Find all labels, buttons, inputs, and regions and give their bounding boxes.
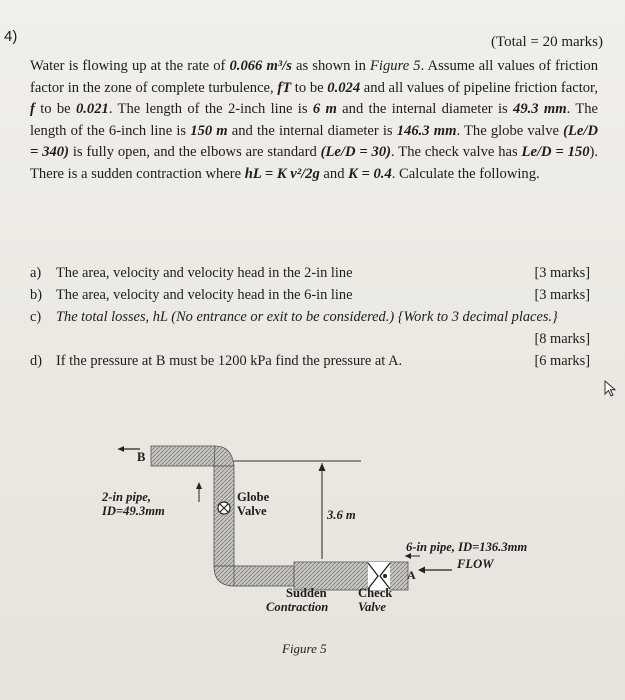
part-text: The area, velocity and velocity head in the 2-in line	[56, 265, 353, 281]
figure-caption: Figure 5	[282, 641, 327, 656]
paragraph-run: 49.3 mm	[513, 101, 567, 118]
label-height: 3.6 m	[327, 508, 356, 522]
label-contraction: Contraction	[266, 600, 329, 614]
part-label: b)	[30, 287, 42, 303]
question-paragraph	[30, 56, 598, 186]
upper-pipe-2in	[151, 446, 215, 466]
total-marks: (Total = 20 marks)	[491, 34, 603, 50]
label-sudden: Sudden	[286, 586, 327, 600]
paragraph-run: Figure 5	[370, 58, 421, 74]
paragraph-run: . The length of the 2-inch line is	[108, 101, 313, 118]
paragraph-run: . The check valve has	[391, 144, 522, 161]
part-b	[30, 284, 590, 306]
label-2in-pipe: 2-in pipe,	[102, 490, 151, 504]
upper-elbow	[214, 446, 234, 466]
label-flow: FLOW	[457, 557, 494, 571]
vertical-riser	[214, 466, 234, 566]
paragraph-run: 6 m	[312, 101, 337, 118]
paragraph-run: is fully open, and the elbows are standard	[68, 144, 321, 161]
paragraph-run: . The globe valve	[456, 122, 564, 139]
question-parts	[30, 262, 590, 372]
label-6in-pipe: 6-in pipe, ID=136.3mm	[406, 540, 528, 554]
paragraph-run: Le/D = 150	[521, 144, 590, 161]
part-label: c)	[30, 309, 42, 325]
part-label: a)	[30, 265, 42, 281]
part-marks: [8 marks]	[534, 331, 590, 347]
part-marks: [3 marks]	[534, 287, 590, 303]
paragraph-run: 150 m	[190, 122, 228, 139]
figure-5-diagram	[0, 430, 625, 660]
label-check-valve: Valve	[358, 600, 386, 614]
paragraph-run: f	[30, 101, 35, 118]
paragraph-run: to be	[291, 79, 328, 96]
paragraph-run: 146.3 mm	[396, 122, 457, 139]
part-text: If the pressure at B must be 1200 kPa find the pressure at A.	[56, 353, 403, 369]
paragraph-run: ). There is a sudden contraction where	[30, 144, 599, 182]
part-marks: [3 marks]	[534, 265, 590, 281]
part-d	[30, 350, 590, 372]
paragraph-run: Water is flowing up at the rate of	[30, 58, 230, 74]
paragraph-run: (Le/D = 30)	[320, 144, 392, 161]
paragraph-run: as shown in	[291, 58, 370, 74]
label-2in-diameter: ID=49.3mm	[102, 504, 165, 518]
paragraph-run: 0.021	[75, 101, 109, 118]
paragraph-run: . Assume all values of friction factor in the zone of complete turbulence,	[30, 58, 599, 96]
paragraph-run: and the internal diameter is	[227, 122, 397, 139]
label-b: B	[137, 450, 146, 464]
paragraph-run: 0.066 m³/s	[229, 58, 292, 74]
label-globe: Globe	[237, 490, 270, 504]
paragraph-run: 0.024	[327, 79, 361, 96]
part-a	[30, 262, 590, 284]
paragraph-run: and	[319, 165, 349, 182]
paragraph-run: fT	[277, 79, 292, 96]
paragraph-run: K = 0.4	[348, 165, 392, 182]
part-label: d)	[30, 353, 42, 369]
paragraph-run: . The length of the 6-inch line is	[30, 101, 599, 139]
paragraph-run: and all values of pipeline friction factor,	[360, 79, 598, 96]
paragraph-run: (Le/D = 340)	[30, 122, 598, 161]
label-valve: Valve	[237, 504, 267, 518]
paragraph-run: and the internal diameter is	[336, 101, 514, 118]
part-c	[30, 306, 590, 350]
paragraph-run: . Calculate the following.	[391, 165, 540, 182]
label-a: A	[407, 568, 416, 582]
part-text: The area, velocity and velocity head in the 6-in line	[56, 287, 353, 303]
mouse-pointer-icon	[604, 380, 618, 398]
lower-pipe-2in	[234, 566, 294, 586]
paragraph-run: hL = K v²/2g	[244, 165, 320, 182]
part-marks: [6 marks]	[534, 353, 590, 369]
question-number: 4)	[4, 28, 18, 45]
part-text: The total losses, hL (No entrance or exit to be considered.) {Work to 3 decimal places.}	[56, 309, 558, 325]
label-check: Check	[358, 586, 393, 600]
paragraph-run: to be	[34, 101, 76, 118]
